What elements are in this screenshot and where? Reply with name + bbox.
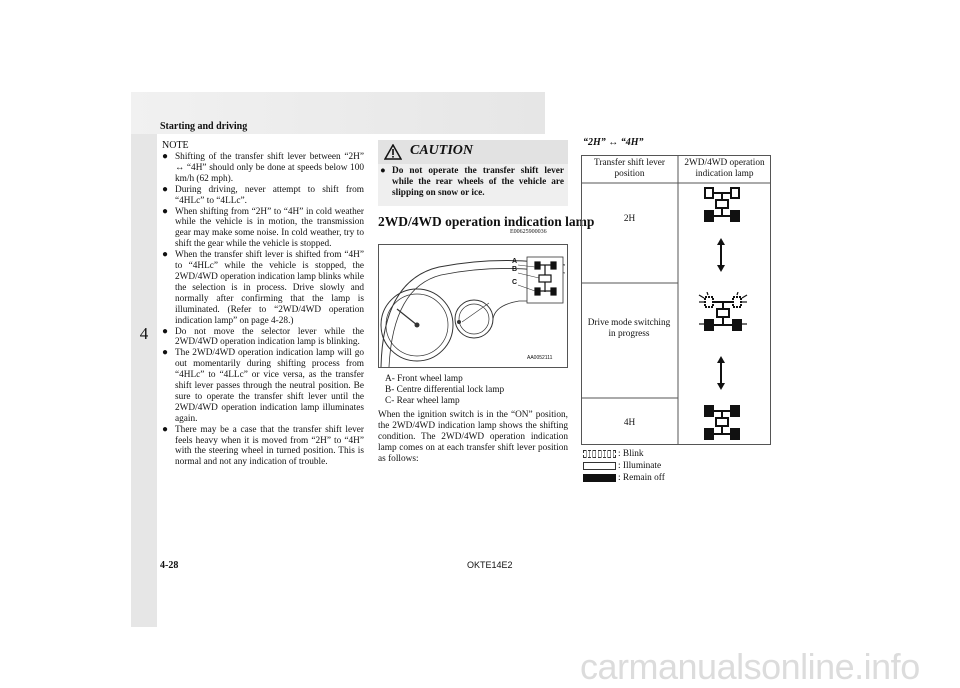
chapter-tab <box>131 134 157 627</box>
callout-b: B <box>512 266 518 273</box>
lamp-switching-icon <box>697 292 749 336</box>
figure-legend <box>385 374 504 407</box>
note-item: ● The 2WD/4WD operation indication lamp will go out momentarily during shifting process from “4HLc” to “4LLc” or vice versa, as the transfer shift lever passes through the neutral position. Be sure to operate the transfer shift lever until the 2WD/4WD operation indication lamp illuminates again. <box>162 347 364 424</box>
bullet-icon: ● <box>162 183 169 195</box>
page-number: 4-28 <box>160 560 179 571</box>
note-item: ● During driving, never attempt to shift from “4HLc” to “4LLc”. <box>162 183 364 206</box>
bullet-icon: ● <box>380 166 386 176</box>
lamp-4h-icon <box>701 404 745 442</box>
column-header-position: Transfer shift lever position <box>594 158 665 179</box>
double-arrow-icon <box>716 238 726 272</box>
bullet-icon: ● <box>162 347 169 359</box>
table-title: “2H” ↔ “4H” <box>583 137 644 148</box>
section-header: Starting and driving <box>160 121 248 132</box>
legend-item: B- Centre differential lock lamp <box>385 385 505 395</box>
instrument-cluster-illustration <box>379 245 567 367</box>
manual-code: OKTE14E2 <box>467 560 513 570</box>
bullet-icon: ● <box>162 423 169 435</box>
row-2h: 2H <box>623 214 636 224</box>
callout-c: C <box>512 279 518 286</box>
caution-title: CAUTION <box>410 143 474 158</box>
column-header-lamp: 2WD/4WD operation indication lamp <box>684 158 765 179</box>
chapter-number: 4 <box>139 324 149 343</box>
row-switching: Drive mode switching in progress <box>587 318 671 339</box>
section-title: 2WD/4WD operation indication lamp <box>378 214 595 229</box>
off-swatch <box>583 474 616 482</box>
note-item: ● Do not move the selector lever while the 2WD/4WD operation indication lamp is blinking. <box>162 325 364 348</box>
watermark: carmanualsonline.info <box>580 646 920 687</box>
key-off: : Remain off <box>583 473 665 483</box>
warning-icon <box>384 144 402 160</box>
row-4h: 4H <box>623 418 636 428</box>
note-item: ● When shifting from “2H” to “4H” in cold weather while the vehicle is in motion, the transmission gear may make some noise. In cold weather, try to shift the gear while the vehicle is stopped. <box>162 205 364 250</box>
lamp-2h-icon <box>701 186 745 224</box>
note-list <box>162 152 364 468</box>
illuminate-swatch <box>583 462 616 470</box>
key-illuminate: : Illuminate <box>583 461 661 471</box>
note-item: ● Shifting of the transfer shift lever between “2H” ↔ “4H” should only be done at speeds below 100 km/h (62 mph). <box>162 151 364 184</box>
blink-swatch <box>583 450 616 458</box>
callout-a: A <box>512 258 518 265</box>
section-code: E00625900036 <box>510 229 547 235</box>
bullet-icon: ● <box>162 249 169 261</box>
bullet-icon: ● <box>162 151 169 162</box>
bullet-icon: ● <box>162 205 169 217</box>
figure-code: AA0052111 <box>527 355 553 361</box>
legend-item: A- Front wheel lamp <box>385 374 463 384</box>
double-arrow-icon <box>716 356 726 390</box>
note-title: NOTE <box>162 140 189 151</box>
legend-item: C- Rear wheel lamp <box>385 396 460 406</box>
bullet-icon: ● <box>162 325 169 337</box>
caution-text: ● Do not operate the transfer shift lever while the rear wheels of the vehicle are slipping on snow or ice. <box>380 166 564 198</box>
instrument-cluster-figure <box>378 244 568 368</box>
key-blink: : Blink <box>583 449 644 459</box>
intro-paragraph: When the ignition switch is in the “ON” position, the 2WD/4WD indication lamp shows the shifting condition. The 2WD/4WD operation indication lamp comes on at each transfer shift lever position as follows: <box>378 410 568 464</box>
note-item: ● There may be a case that the transfer shift lever feels heavy when it is moved from “2H” to “4H” with the steering wheel in turned position. This is normal and not any indication of trouble. <box>162 423 364 468</box>
note-item: ● When the transfer shift lever is shifted from “4H” to “4HLc” while the vehicle is stopped, the 2WD/4WD operation indication lamp blinks while the selection is in process. Drive slowly and normally after confirming that the lamp is illuminated. (Refer to “2WD/4WD operation indication lamp” on page 4-28.) <box>162 249 364 326</box>
